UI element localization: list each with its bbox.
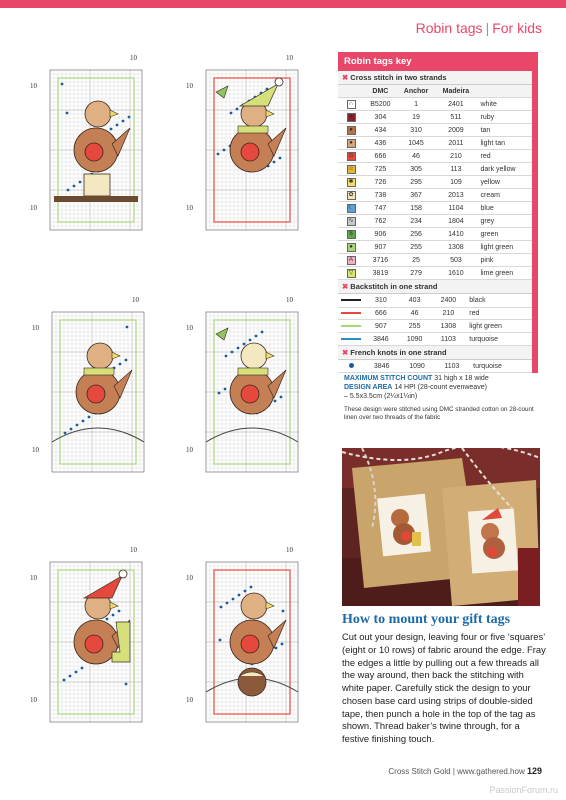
symbol-cell	[338, 254, 364, 267]
french-knot	[219, 639, 222, 642]
symbol-cell	[338, 98, 364, 111]
french-knot	[128, 116, 131, 119]
robin-scarf	[238, 126, 268, 133]
french-knot	[255, 335, 258, 338]
cross-stitch-section-title: ✖ Cross stitch in two strands	[338, 71, 532, 85]
french-knot	[224, 388, 227, 391]
madeira-cell: 1308	[435, 241, 476, 254]
dmc-cell: 907	[364, 241, 397, 254]
french-knot	[66, 112, 69, 115]
key-row	[338, 202, 532, 215]
french-knot	[112, 614, 115, 617]
robin-head	[85, 101, 111, 127]
dmc-cell: 738	[364, 189, 397, 202]
madeira-cell: 210	[435, 150, 476, 163]
french-knot	[275, 647, 278, 650]
french-knot	[220, 606, 223, 609]
french-knot	[63, 679, 66, 682]
color-name-cell: grey	[477, 215, 533, 228]
page-footer: Cross Stitch Gold | www.gathered.how 129	[388, 766, 542, 776]
dmc-cell: 666	[364, 150, 397, 163]
knot-swatch-cell	[338, 360, 364, 373]
symbol-swatch: ●	[347, 139, 356, 148]
symbol-swatch: ♥	[347, 113, 356, 122]
madeira-cell: 1410	[435, 228, 476, 241]
french-knot	[119, 363, 122, 366]
hat-pompom	[275, 78, 283, 86]
anchor-cell: 279	[397, 267, 436, 280]
french-knot	[226, 602, 229, 605]
symbol-swatch: ☆	[348, 165, 354, 172]
header-title: Robin tags	[415, 20, 483, 36]
dmc-cell: 907	[364, 320, 398, 333]
anchor-cell: 1	[397, 98, 436, 111]
anchor-cell: 403	[398, 294, 432, 307]
key-row	[338, 137, 532, 150]
tick-label: 10	[30, 574, 37, 582]
color-name-cell: pink	[477, 254, 533, 267]
symbol-cell	[338, 228, 364, 241]
robin-scarf	[238, 368, 268, 375]
color-name-cell: turquoise	[469, 360, 532, 373]
design-area: DESIGN AREA 14 HPI (28-count evenweave)	[344, 384, 487, 392]
line-swatch	[341, 338, 361, 340]
anchor-cell: 367	[397, 189, 436, 202]
color-name-cell: green	[477, 228, 533, 241]
french-knot	[261, 331, 264, 334]
color-name-cell: dark yellow	[477, 163, 533, 176]
key-row	[338, 111, 532, 124]
key-row	[338, 294, 532, 307]
french-knot	[280, 396, 283, 399]
symbol-cell	[338, 124, 364, 137]
chart-robin-scarf	[32, 296, 150, 478]
color-name-cell: red	[477, 150, 533, 163]
tick-label: 10	[130, 546, 137, 554]
tick-label: 10	[130, 54, 137, 62]
tick-label: 10	[132, 296, 139, 304]
anchor-cell: 255	[398, 320, 432, 333]
col-anchor: Anchor	[397, 85, 436, 98]
anchor-cell: 46	[398, 307, 432, 320]
anchor-cell: 255	[397, 241, 436, 254]
robin-scarf	[84, 368, 114, 375]
color-name-cell: lime green	[477, 267, 533, 280]
color-name-cell: ruby	[477, 111, 533, 124]
dmc-cell: 726	[364, 176, 397, 189]
symbol-cell	[338, 202, 364, 215]
col-madeira: Madeira	[435, 85, 476, 98]
key-row	[338, 360, 532, 373]
french-knot	[82, 420, 85, 423]
tick-label: 10	[30, 696, 37, 704]
backstitch-table	[338, 294, 532, 346]
french-knot	[238, 594, 241, 597]
tick-label: 10	[32, 324, 39, 332]
anchor-cell: 295	[397, 176, 436, 189]
symbol-cell	[338, 150, 364, 163]
symbol-swatch: ☾	[348, 204, 354, 211]
symbol-cell	[338, 267, 364, 280]
key-row	[338, 163, 532, 176]
french-knot	[217, 153, 220, 156]
color-name-cell: blue	[477, 202, 533, 215]
madeira-cell: 109	[435, 176, 476, 189]
key-row	[338, 150, 532, 163]
robin-head	[241, 593, 267, 619]
robin-head	[241, 343, 267, 369]
french-knot	[79, 181, 82, 184]
line-swatch	[341, 325, 361, 327]
robin-head	[87, 343, 113, 369]
madeira-cell: 2009	[435, 124, 476, 137]
color-name-cell: tan	[477, 124, 533, 137]
tick-label: 10	[186, 446, 193, 454]
color-name-cell: light green	[477, 241, 533, 254]
madeira-cell: 2011	[435, 137, 476, 150]
tick-label: 10	[286, 296, 293, 304]
french-knot	[70, 428, 73, 431]
anchor-cell: 310	[397, 124, 436, 137]
french-knot	[279, 157, 282, 160]
hat-pompom	[119, 570, 127, 578]
cross-icon: ✖	[342, 347, 349, 357]
anchor-cell: 46	[397, 150, 436, 163]
top-accent-stripe	[0, 0, 566, 8]
line-swatch-cell	[338, 333, 364, 346]
madeira-cell: 2013	[435, 189, 476, 202]
french-knots-section-title: ✖ French knots in one strand	[338, 346, 532, 360]
anchor-cell: 25	[397, 254, 436, 267]
symbol-cell	[338, 241, 364, 254]
cross-stitch-table	[338, 85, 532, 280]
dmc-cell: B5200	[364, 98, 397, 111]
key-row	[338, 241, 532, 254]
key-row	[338, 98, 532, 111]
line-swatch	[341, 312, 361, 314]
tick-label: 10	[32, 446, 39, 454]
knot-swatch	[349, 363, 354, 368]
french-knot	[69, 675, 72, 678]
dmc-cell: 747	[364, 202, 397, 215]
french-knot	[118, 610, 121, 613]
chart-robin-present	[30, 54, 148, 236]
french-knot	[76, 424, 79, 427]
madeira-cell: 1104	[435, 202, 476, 215]
french-knot	[249, 339, 252, 342]
robin-breast	[87, 385, 105, 403]
french-knot	[67, 189, 70, 192]
french-knot	[274, 400, 277, 403]
symbol-swatch: ✿	[348, 191, 354, 198]
french-knot	[225, 355, 228, 358]
anchor-cell: 234	[397, 215, 436, 228]
madeira-cell: 2400	[432, 294, 466, 307]
french-knot	[243, 343, 246, 346]
madeira-cell: 1308	[432, 320, 466, 333]
french-knot	[232, 598, 235, 601]
tick-label: 10	[186, 204, 193, 212]
watermark: PassionForum.ru	[489, 785, 558, 795]
french-knot	[81, 667, 84, 670]
key-row	[338, 333, 532, 346]
french-knot	[231, 351, 234, 354]
french-knot	[236, 108, 239, 111]
french-knot	[244, 590, 247, 593]
dmc-cell: 304	[364, 111, 397, 124]
key-row	[338, 228, 532, 241]
dmc-cell: 3846	[364, 360, 399, 373]
madeira-cell: 503	[435, 254, 476, 267]
french-knot	[281, 643, 284, 646]
french-knot	[273, 161, 276, 164]
madeira-cell: 1103	[432, 333, 466, 346]
french-knot	[230, 112, 233, 115]
symbol-swatch: $	[347, 230, 356, 239]
madeira-cell: 511	[435, 111, 476, 124]
color-name-cell: red	[465, 307, 532, 320]
key-row	[338, 320, 532, 333]
french-knot	[282, 610, 285, 613]
gift-shelf	[54, 196, 138, 202]
anchor-cell: 1090	[399, 360, 434, 373]
anchor-cell: 1090	[398, 333, 432, 346]
page-header	[416, 20, 542, 36]
key-row	[338, 189, 532, 202]
anchor-cell: 158	[397, 202, 436, 215]
madeira-cell: 1804	[435, 215, 476, 228]
key-row	[338, 254, 532, 267]
dmc-cell: 310	[364, 294, 398, 307]
french-knot	[125, 683, 128, 686]
max-stitch-count: MAXIMUM STITCH COUNT 31 high x 18 wide	[344, 375, 489, 382]
french-knot	[64, 432, 67, 435]
symbol-cell	[338, 137, 364, 150]
tick-label: 10	[286, 546, 293, 554]
dmc-cell: 436	[364, 137, 397, 150]
stitch-stats	[344, 374, 534, 423]
robin-tags-key	[338, 52, 538, 373]
tick-label: 10	[186, 324, 193, 332]
madeira-cell: 2401	[435, 98, 476, 111]
anchor-cell: 1045	[397, 137, 436, 150]
anchor-cell: 305	[397, 163, 436, 176]
key-row	[338, 215, 532, 228]
backstitch-section-title: ✖ Backstitch in one strand	[338, 280, 532, 294]
dmc-cell: 3846	[364, 333, 398, 346]
anchor-cell: 256	[397, 228, 436, 241]
line-swatch-cell	[338, 320, 364, 333]
symbol-cell	[338, 111, 364, 124]
symbol-swatch: A	[347, 256, 356, 265]
french-knots-table	[338, 360, 532, 373]
french-knot	[110, 128, 113, 131]
tick-label: 10	[186, 82, 193, 90]
dmc-cell: 3716	[364, 254, 397, 267]
line-swatch-cell	[338, 307, 364, 320]
tick-label: 10	[30, 82, 37, 90]
symbol-swatch: ✱	[348, 178, 354, 185]
robin-breast	[241, 635, 259, 653]
chart-robin-holly	[186, 296, 304, 478]
symbol-cell	[338, 176, 364, 189]
symbol-swatch: ∿	[348, 217, 354, 224]
design-size: – 5.5x3.5cm (2¼x1¼in)	[344, 393, 418, 401]
key-row	[338, 307, 532, 320]
tick-label: 10	[186, 574, 193, 582]
symbol-cell	[338, 189, 364, 202]
madeira-cell: 210	[432, 307, 466, 320]
robin-breast	[241, 143, 259, 161]
howto-body: Cut out your design, leaving four or five ‘squares’ (eight or 10 rows) of fabric around the edge. Fray the edges a little by pulling out a few threads all the way around, then back the stitching with white paper. Carefully stick the design to your chosen base card using strips of double-sided tape, then punch a hole in the top of the tag as shown. Thread baker’s twine through, for a festive finishing touch.	[342, 631, 546, 745]
robin-breast	[85, 143, 103, 161]
page-number: 129	[526, 766, 542, 776]
color-name-cell: white	[477, 98, 533, 111]
french-knot	[73, 185, 76, 188]
col-dmc: DMC	[364, 85, 397, 98]
madeira-cell: 1103	[435, 360, 469, 373]
french-knot	[218, 392, 221, 395]
color-name-cell: turquoise	[465, 333, 532, 346]
french-knot	[61, 83, 64, 86]
header-separator: |	[485, 20, 490, 36]
finished-tags-photo	[342, 448, 540, 606]
robin-breast	[85, 635, 103, 653]
madeira-cell: 1610	[435, 267, 476, 280]
color-name-cell: yellow	[477, 176, 533, 189]
chart-robin-stocking	[30, 546, 148, 728]
french-knot	[116, 124, 119, 127]
french-knot	[126, 326, 129, 329]
cross-icon: ✖	[342, 282, 349, 292]
robin-breast	[241, 385, 259, 403]
key-row	[338, 267, 532, 280]
line-swatch	[341, 299, 361, 301]
symbol-swatch: ●	[347, 243, 356, 252]
dmc-cell: 725	[364, 163, 397, 176]
symbol-cell	[338, 215, 364, 228]
madeira-cell: 113	[435, 163, 476, 176]
color-name-cell: cream	[477, 189, 533, 202]
symbol-swatch: ∩	[347, 100, 356, 109]
french-knot	[106, 618, 109, 621]
tick-label: 10	[286, 54, 293, 62]
stitch-note: These design were stitched using DMC stranded cotton on 28-count linen over two threads of the fabric	[344, 406, 534, 422]
french-knot	[223, 149, 226, 152]
key-row	[338, 124, 532, 137]
key-row	[338, 176, 532, 189]
color-name-cell: light tan	[477, 137, 533, 150]
tick-label: 10	[30, 204, 37, 212]
french-knot	[250, 586, 253, 589]
symbol-swatch: ▽	[347, 269, 356, 278]
color-name-cell: black	[465, 294, 532, 307]
header-section: For kids	[492, 20, 542, 36]
dmc-cell: 762	[364, 215, 397, 228]
dmc-cell: 434	[364, 124, 397, 137]
symbol-cell	[338, 163, 364, 176]
french-knot	[122, 120, 125, 123]
dmc-cell: 3819	[364, 267, 397, 280]
symbol-swatch: ⊙	[348, 152, 354, 159]
french-knot	[125, 359, 128, 362]
chart-robin-pudding	[186, 546, 304, 728]
anchor-cell: 19	[397, 111, 436, 124]
symbol-swatch: ●	[347, 126, 356, 135]
color-name-cell: light green	[465, 320, 532, 333]
cross-icon: ✖	[342, 73, 349, 82]
howto-title: How to mount your gift tags	[342, 612, 511, 627]
gift-box	[84, 174, 110, 196]
french-knot	[237, 347, 240, 350]
line-swatch-cell	[338, 294, 364, 307]
chart-robin-hat	[186, 54, 304, 236]
dmc-cell: 906	[364, 228, 397, 241]
french-knot	[88, 416, 91, 419]
key-title: Robin tags key	[338, 52, 532, 71]
tick-label: 10	[186, 696, 193, 704]
dmc-cell: 666	[364, 307, 398, 320]
french-knot	[75, 671, 78, 674]
